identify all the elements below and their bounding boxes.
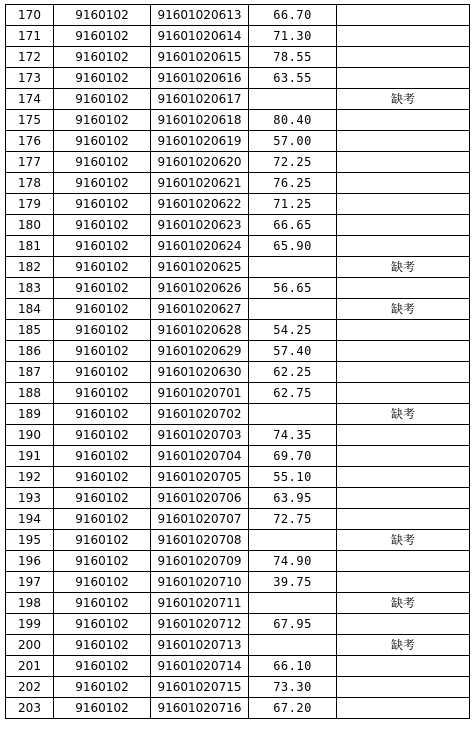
note-cell: [337, 425, 470, 446]
score-cell: 66.65: [249, 215, 337, 236]
note-cell: [337, 446, 470, 467]
position-code-cell: 9160102: [54, 320, 151, 341]
note-cell: [337, 5, 470, 26]
seq-cell: 179: [6, 194, 54, 215]
note-cell: [337, 236, 470, 257]
table-row: [6, 362, 470, 383]
table-row: [6, 173, 470, 194]
score-cell: 73.30: [249, 677, 337, 698]
table-row: [6, 278, 470, 299]
note-cell: [337, 362, 470, 383]
exam-id-cell: 91601020712: [151, 614, 249, 635]
score-cell: [249, 257, 337, 278]
note-cell: 缺考: [337, 299, 470, 320]
score-table: [5, 4, 470, 719]
table-row: [6, 593, 470, 614]
score-cell: [249, 404, 337, 425]
seq-cell: 178: [6, 173, 54, 194]
table-row: [6, 614, 470, 635]
note-cell: [337, 488, 470, 509]
table-row: [6, 467, 470, 488]
score-cell: 76.25: [249, 173, 337, 194]
note-cell: [337, 194, 470, 215]
note-cell: [337, 47, 470, 68]
exam-id-cell: 91601020702: [151, 404, 249, 425]
table-row: [6, 383, 470, 404]
note-cell: [337, 677, 470, 698]
exam-id-cell: 91601020629: [151, 341, 249, 362]
score-cell: [249, 530, 337, 551]
score-cell: 71.30: [249, 26, 337, 47]
score-cell: [249, 299, 337, 320]
seq-cell: 181: [6, 236, 54, 257]
seq-cell: 177: [6, 152, 54, 173]
exam-id-cell: 91601020625: [151, 257, 249, 278]
seq-cell: 193: [6, 488, 54, 509]
exam-id-cell: 91601020707: [151, 509, 249, 530]
position-code-cell: 9160102: [54, 257, 151, 278]
position-code-cell: 9160102: [54, 194, 151, 215]
exam-id-cell: 91601020630: [151, 362, 249, 383]
note-cell: [337, 152, 470, 173]
score-cell: [249, 89, 337, 110]
table-row: [6, 299, 470, 320]
table-row: [6, 152, 470, 173]
seq-cell: 184: [6, 299, 54, 320]
exam-id-cell: 91601020623: [151, 215, 249, 236]
score-cell: 78.55: [249, 47, 337, 68]
position-code-cell: 9160102: [54, 89, 151, 110]
seq-cell: 199: [6, 614, 54, 635]
position-code-cell: 9160102: [54, 131, 151, 152]
seq-cell: 198: [6, 593, 54, 614]
seq-cell: 182: [6, 257, 54, 278]
position-code-cell: 9160102: [54, 383, 151, 404]
position-code-cell: 9160102: [54, 404, 151, 425]
note-cell: [337, 383, 470, 404]
position-code-cell: 9160102: [54, 299, 151, 320]
table-row: [6, 509, 470, 530]
position-code-cell: 9160102: [54, 530, 151, 551]
exam-id-cell: 91601020622: [151, 194, 249, 215]
exam-id-cell: 91601020710: [151, 572, 249, 593]
table-row: [6, 341, 470, 362]
exam-id-cell: 91601020619: [151, 131, 249, 152]
seq-cell: 180: [6, 215, 54, 236]
table-row: [6, 89, 470, 110]
table-row: [6, 236, 470, 257]
exam-id-cell: 91601020708: [151, 530, 249, 551]
table-row: [6, 404, 470, 425]
exam-id-cell: 91601020628: [151, 320, 249, 341]
score-cell: 69.70: [249, 446, 337, 467]
position-code-cell: 9160102: [54, 488, 151, 509]
score-cell: 72.25: [249, 152, 337, 173]
note-cell: [337, 698, 470, 719]
seq-cell: 187: [6, 362, 54, 383]
exam-id-cell: 91601020618: [151, 110, 249, 131]
exam-id-cell: 91601020616: [151, 68, 249, 89]
position-code-cell: 9160102: [54, 152, 151, 173]
position-code-cell: 9160102: [54, 656, 151, 677]
exam-id-cell: 91601020614: [151, 26, 249, 47]
score-cell: 66.10: [249, 656, 337, 677]
position-code-cell: 9160102: [54, 68, 151, 89]
exam-id-cell: 91601020624: [151, 236, 249, 257]
score-cell: 67.95: [249, 614, 337, 635]
table-row: [6, 131, 470, 152]
exam-id-cell: 91601020627: [151, 299, 249, 320]
score-cell: 66.70: [249, 5, 337, 26]
exam-id-cell: 91601020617: [151, 89, 249, 110]
exam-id-cell: 91601020615: [151, 47, 249, 68]
exam-id-cell: 91601020703: [151, 425, 249, 446]
score-cell: 55.10: [249, 467, 337, 488]
seq-cell: 195: [6, 530, 54, 551]
note-cell: [337, 110, 470, 131]
seq-cell: 173: [6, 68, 54, 89]
position-code-cell: 9160102: [54, 362, 151, 383]
score-cell: 74.35: [249, 425, 337, 446]
position-code-cell: 9160102: [54, 173, 151, 194]
seq-cell: 200: [6, 635, 54, 656]
table-row: [6, 530, 470, 551]
seq-cell: 202: [6, 677, 54, 698]
seq-cell: 190: [6, 425, 54, 446]
table-row: [6, 572, 470, 593]
exam-id-cell: 91601020704: [151, 446, 249, 467]
seq-cell: 175: [6, 110, 54, 131]
position-code-cell: 9160102: [54, 236, 151, 257]
score-cell: 54.25: [249, 320, 337, 341]
table-row: [6, 446, 470, 467]
seq-cell: 197: [6, 572, 54, 593]
score-cell: [249, 593, 337, 614]
position-code-cell: 9160102: [54, 215, 151, 236]
seq-cell: 191: [6, 446, 54, 467]
position-code-cell: 9160102: [54, 278, 151, 299]
exam-id-cell: 91601020714: [151, 656, 249, 677]
exam-id-cell: 91601020705: [151, 467, 249, 488]
seq-cell: 185: [6, 320, 54, 341]
table-row: [6, 656, 470, 677]
score-cell: [249, 635, 337, 656]
score-cell: 67.20: [249, 698, 337, 719]
table-row: [6, 194, 470, 215]
score-cell: 72.75: [249, 509, 337, 530]
score-cell: 74.90: [249, 551, 337, 572]
note-cell: [337, 341, 470, 362]
table-body: [6, 5, 470, 719]
note-cell: 缺考: [337, 404, 470, 425]
score-cell: 80.40: [249, 110, 337, 131]
table-row: [6, 110, 470, 131]
exam-id-cell: 91601020715: [151, 677, 249, 698]
score-cell: 65.90: [249, 236, 337, 257]
table-row: [6, 26, 470, 47]
table-row: [6, 257, 470, 278]
position-code-cell: 9160102: [54, 635, 151, 656]
note-cell: [337, 68, 470, 89]
seq-cell: 196: [6, 551, 54, 572]
table-row: [6, 698, 470, 719]
note-cell: 缺考: [337, 257, 470, 278]
exam-id-cell: 91601020709: [151, 551, 249, 572]
seq-cell: 176: [6, 131, 54, 152]
score-cell: 39.75: [249, 572, 337, 593]
position-code-cell: 9160102: [54, 593, 151, 614]
note-cell: [337, 467, 470, 488]
seq-cell: 170: [6, 5, 54, 26]
note-cell: [337, 320, 470, 341]
position-code-cell: 9160102: [54, 5, 151, 26]
exam-id-cell: 91601020713: [151, 635, 249, 656]
table-row: [6, 488, 470, 509]
position-code-cell: 9160102: [54, 341, 151, 362]
note-cell: 缺考: [337, 530, 470, 551]
note-cell: [337, 215, 470, 236]
table-row: [6, 320, 470, 341]
score-cell: 57.00: [249, 131, 337, 152]
position-code-cell: 9160102: [54, 614, 151, 635]
table-row: [6, 47, 470, 68]
exam-id-cell: 91601020706: [151, 488, 249, 509]
exam-id-cell: 91601020621: [151, 173, 249, 194]
table-row: [6, 68, 470, 89]
exam-id-cell: 91601020716: [151, 698, 249, 719]
note-cell: 缺考: [337, 593, 470, 614]
note-cell: [337, 509, 470, 530]
table-row: [6, 5, 470, 26]
seq-cell: 192: [6, 467, 54, 488]
score-cell: 56.65: [249, 278, 337, 299]
position-code-cell: 9160102: [54, 509, 151, 530]
position-code-cell: 9160102: [54, 677, 151, 698]
note-cell: [337, 173, 470, 194]
seq-cell: 174: [6, 89, 54, 110]
seq-cell: 183: [6, 278, 54, 299]
exam-id-cell: 91601020701: [151, 383, 249, 404]
exam-id-cell: 91601020711: [151, 593, 249, 614]
score-cell: 62.25: [249, 362, 337, 383]
seq-cell: 201: [6, 656, 54, 677]
table-row: [6, 677, 470, 698]
position-code-cell: 9160102: [54, 467, 151, 488]
note-cell: [337, 656, 470, 677]
exam-id-cell: 91601020620: [151, 152, 249, 173]
seq-cell: 172: [6, 47, 54, 68]
seq-cell: 194: [6, 509, 54, 530]
score-cell: 63.95: [249, 488, 337, 509]
note-cell: [337, 278, 470, 299]
note-cell: [337, 614, 470, 635]
table-row: [6, 215, 470, 236]
score-cell: 57.40: [249, 341, 337, 362]
note-cell: 缺考: [337, 635, 470, 656]
seq-cell: 188: [6, 383, 54, 404]
seq-cell: 186: [6, 341, 54, 362]
note-cell: [337, 26, 470, 47]
exam-id-cell: 91601020626: [151, 278, 249, 299]
seq-cell: 203: [6, 698, 54, 719]
exam-id-cell: 91601020613: [151, 5, 249, 26]
position-code-cell: 9160102: [54, 698, 151, 719]
score-cell: 63.55: [249, 68, 337, 89]
table-row: [6, 635, 470, 656]
score-cell: 62.75: [249, 383, 337, 404]
position-code-cell: 9160102: [54, 47, 151, 68]
position-code-cell: 9160102: [54, 572, 151, 593]
position-code-cell: 9160102: [54, 110, 151, 131]
note-cell: [337, 572, 470, 593]
note-cell: [337, 131, 470, 152]
score-cell: 71.25: [249, 194, 337, 215]
position-code-cell: 9160102: [54, 425, 151, 446]
position-code-cell: 9160102: [54, 26, 151, 47]
table-row: [6, 551, 470, 572]
note-cell: [337, 551, 470, 572]
seq-cell: 171: [6, 26, 54, 47]
note-cell: 缺考: [337, 89, 470, 110]
table-row: [6, 425, 470, 446]
position-code-cell: 9160102: [54, 551, 151, 572]
position-code-cell: 9160102: [54, 446, 151, 467]
seq-cell: 189: [6, 404, 54, 425]
